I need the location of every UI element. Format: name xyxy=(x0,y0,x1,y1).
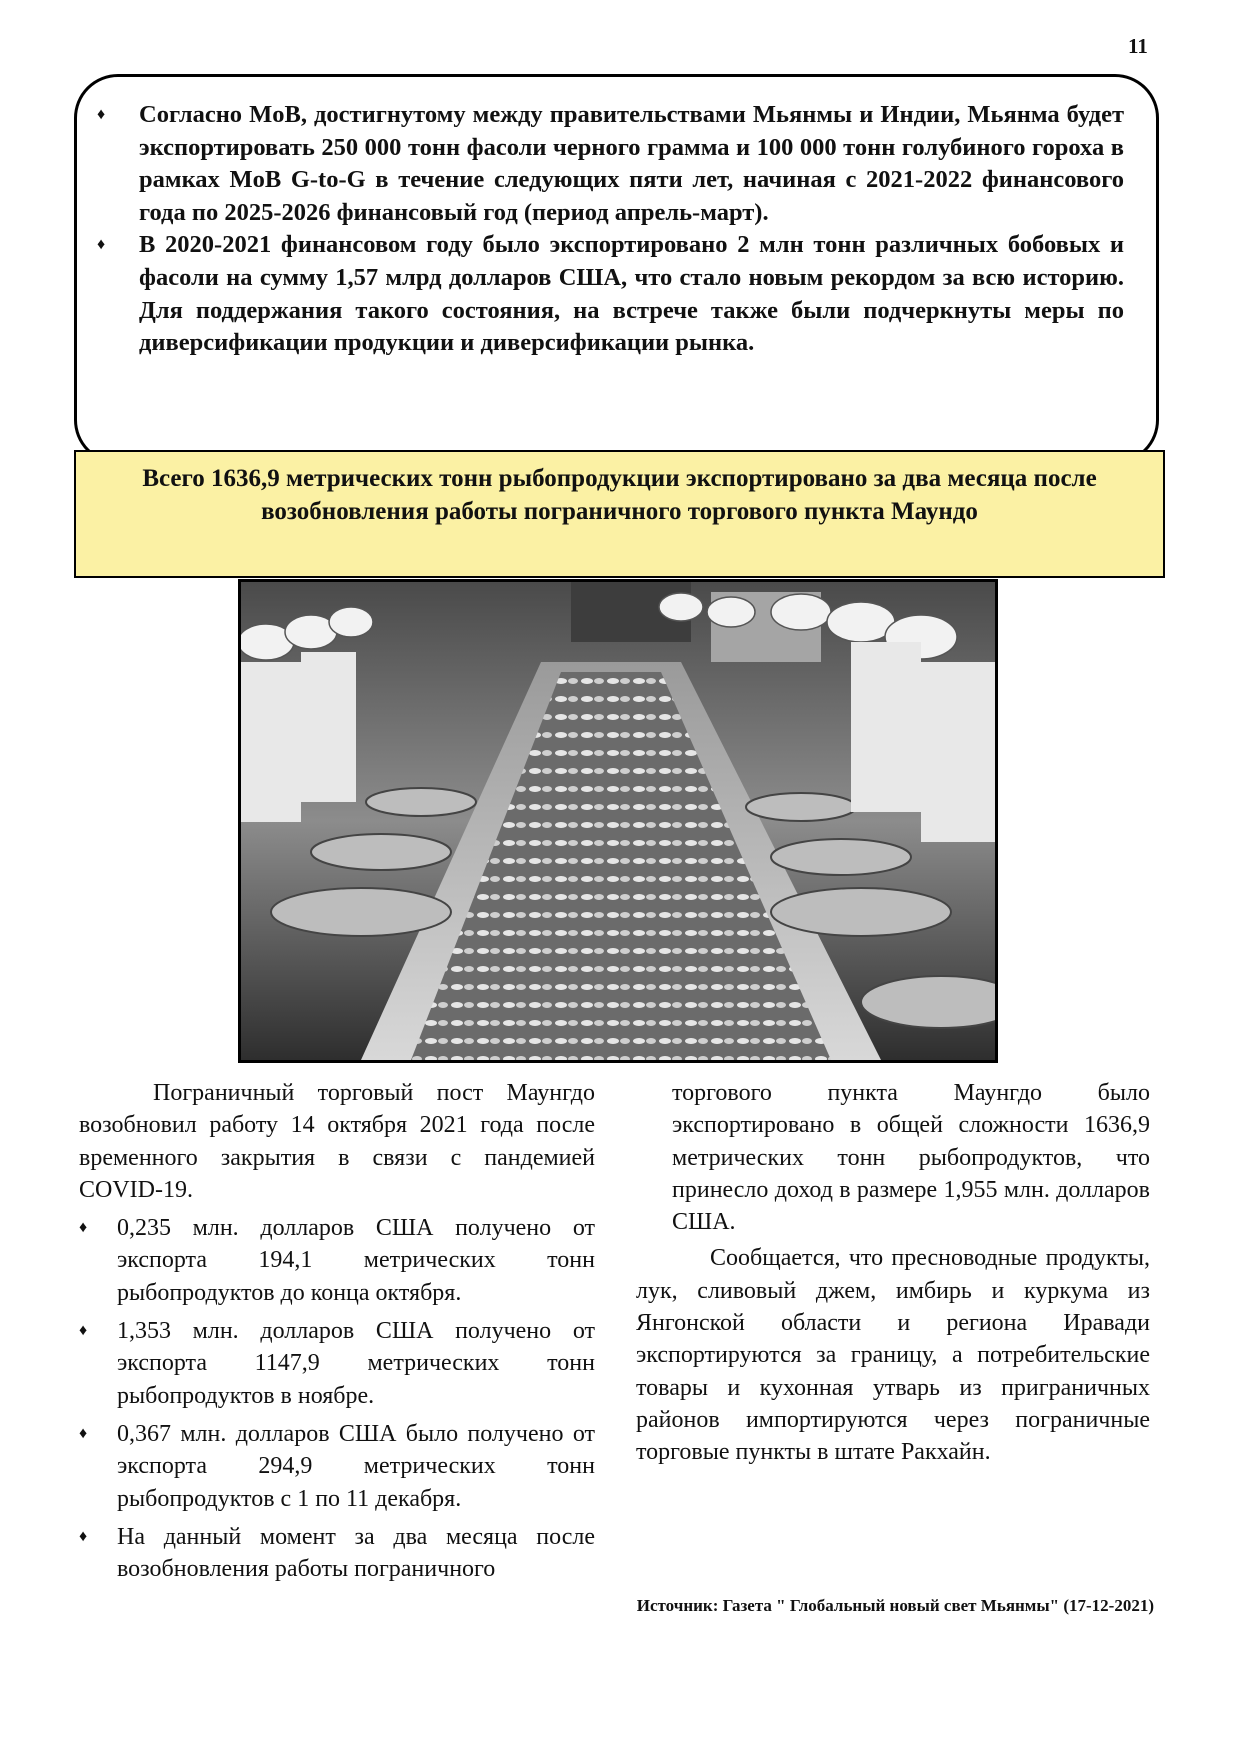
export-bullet: ♦ 0,367 млн. долларов США было получено от экспорта 294,9 метрических тонн рыбопродуктов с 1 по 11 декабря. xyxy=(79,1418,595,1515)
article-left-column xyxy=(79,1077,595,1591)
summary-bullet: ♦ Согласно MoB, достигнутому между правительствами Мьянмы и Индии, Мьянма будет экспортировать 250 000 тонн фасоли черного грамма и 100 000 тонн голубиного гороха в рамках MoB G-to-G в течение следующих пяти лет, начиная с 2021-2022 финансового года по 2025-2026 финансовый год (период апрель-март). xyxy=(123,99,1124,229)
summary-bullet-list xyxy=(123,99,1124,360)
export-bullet: ♦ 0,235 млн. долларов США получено от экспорта 194,1 метрических тонн рыбопродуктов до конца октября. xyxy=(79,1212,595,1309)
summary-bullet: ♦ В 2020-2021 финансовом году было экспортировано 2 млн тонн различных бобовых и фасоли на сумму 1,57 млрд долларов США, что стало новым рекордом за всю историю. Для поддержания такого состояния, на встрече также были подчеркнуты меры по диверсификации продукции и диверсификации рынка. xyxy=(123,229,1124,359)
export-bullet: ♦ 1,353 млн. долларов США получено от экспорта 1147,9 метрических тонн рыбопродуктов в ноябре. xyxy=(79,1315,595,1412)
article-right-column xyxy=(636,1077,1150,1469)
summary-box xyxy=(74,74,1159,464)
export-bullet: ♦ На данный момент за два месяца после возобновления работы пограничного xyxy=(79,1521,595,1586)
article-closing-paragraph: Сообщается, что пресноводные продукты, лук, сливовый джем, имбирь и куркума из Янгонской области и региона Иравади экспортируются за границу, а потребительские товары и кухонная утварь из приграничных районов импортируются через пограничные торговые пункты в штате Ракхайн. xyxy=(636,1245,1150,1466)
fish-processing-photo xyxy=(238,579,998,1063)
page-number: 11 xyxy=(1128,34,1148,58)
article-continuation: торгового пункта Маунгдо было экспортировано в общей сложности 1636,9 метрических тонн рыбопродуктов, что принесло доход в размере 1,955 млн. долларов США. xyxy=(672,1080,1150,1236)
article-intro: Пограничный торговый пост Маунгдо возобновил работу 14 октября 2021 года после временного закрытия в связи с пандемией COVID-19. xyxy=(79,1080,595,1203)
export-bullet-list xyxy=(79,1212,595,1585)
factory-workers-image xyxy=(241,582,995,1060)
article-headline: Всего 1636,9 метрических тонн рыбопродукции экспортировано за два месяца после возобновления работы пограничного торгового пункта Маундо xyxy=(74,450,1165,578)
source-citation: Источник: Газета " Глобальный новый свет Мьянмы" (17-12-2021) xyxy=(636,1596,1154,1615)
